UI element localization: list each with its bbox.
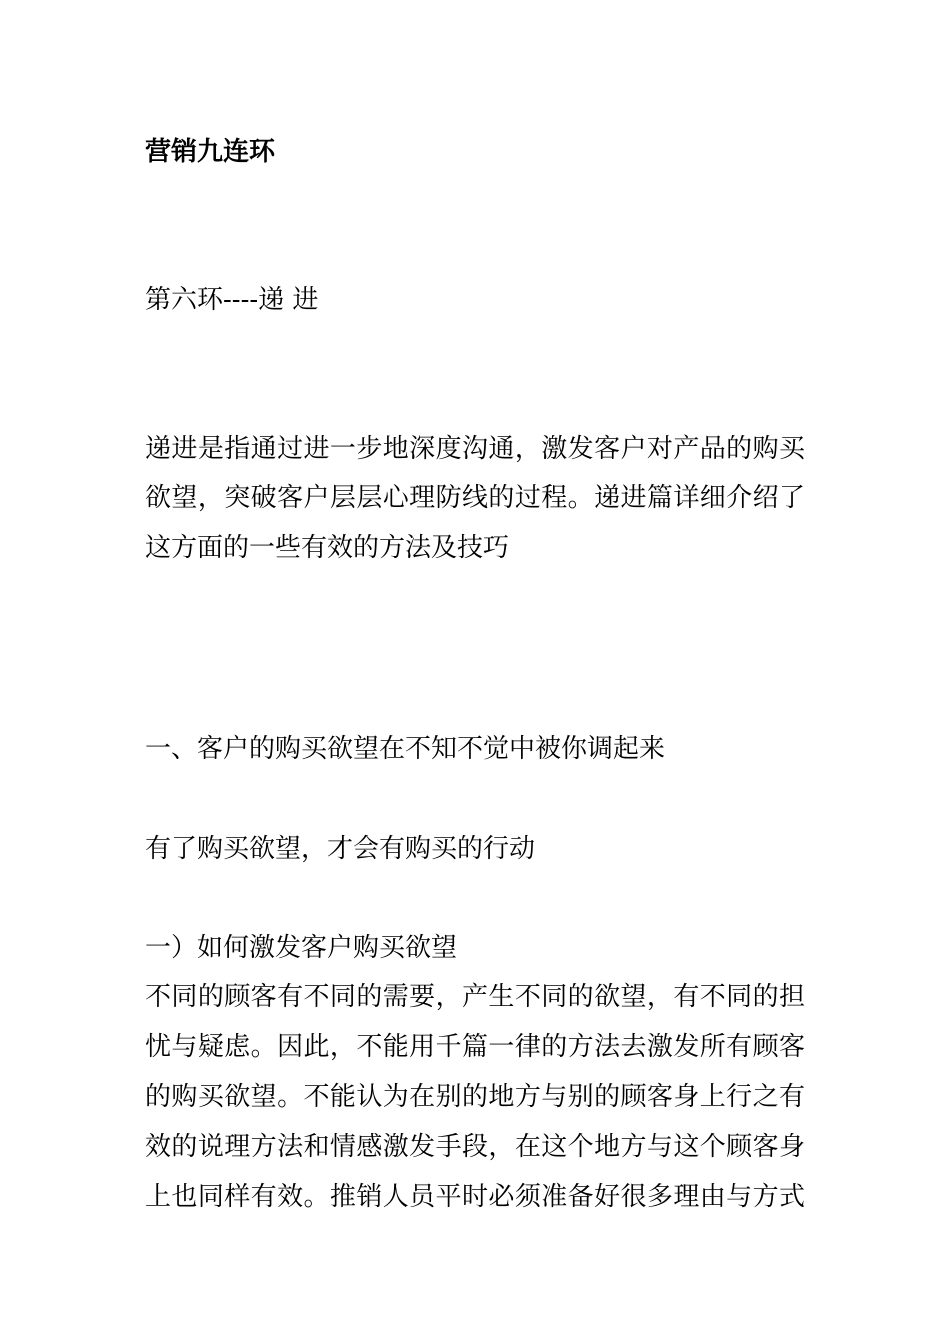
- intro-line: 这方面的一些有效的方法及技巧: [145, 533, 510, 563]
- subsection-heading: 一）如何激发客户购买欲望: [145, 933, 458, 963]
- body-line: 的购买欲望。不能认为在别的地方与别的顾客身上行之有: [145, 1082, 805, 1112]
- intro-line: 欲望，突破客户层层心理防线的过程。递进篇详细介绍了: [145, 483, 805, 513]
- body-line: 不同的顾客有不同的需要，产生不同的欲望，有不同的担: [145, 982, 805, 1012]
- intro-line: 递进是指通过进一步地深度沟通，激发客户对产品的购买: [145, 434, 805, 464]
- section-subtitle: 有了购买欲望，才会有购买的行动: [145, 834, 536, 864]
- body-line: 上也同样有效。推销人员平时必须准备好很多理由与方式: [145, 1182, 805, 1212]
- body-line: 忧与疑虑。因此，不能用千篇一律的方法去激发所有顾客: [145, 1032, 805, 1062]
- chapter-heading: 第六环----递 进: [145, 285, 319, 315]
- body-line: 效的说理方法和情感激发手段，在这个地方与这个顾客身: [145, 1132, 805, 1162]
- section-heading: 一、客户的购买欲望在不知不觉中被你调起来: [145, 734, 666, 764]
- document-title: 营销九连环: [145, 137, 276, 167]
